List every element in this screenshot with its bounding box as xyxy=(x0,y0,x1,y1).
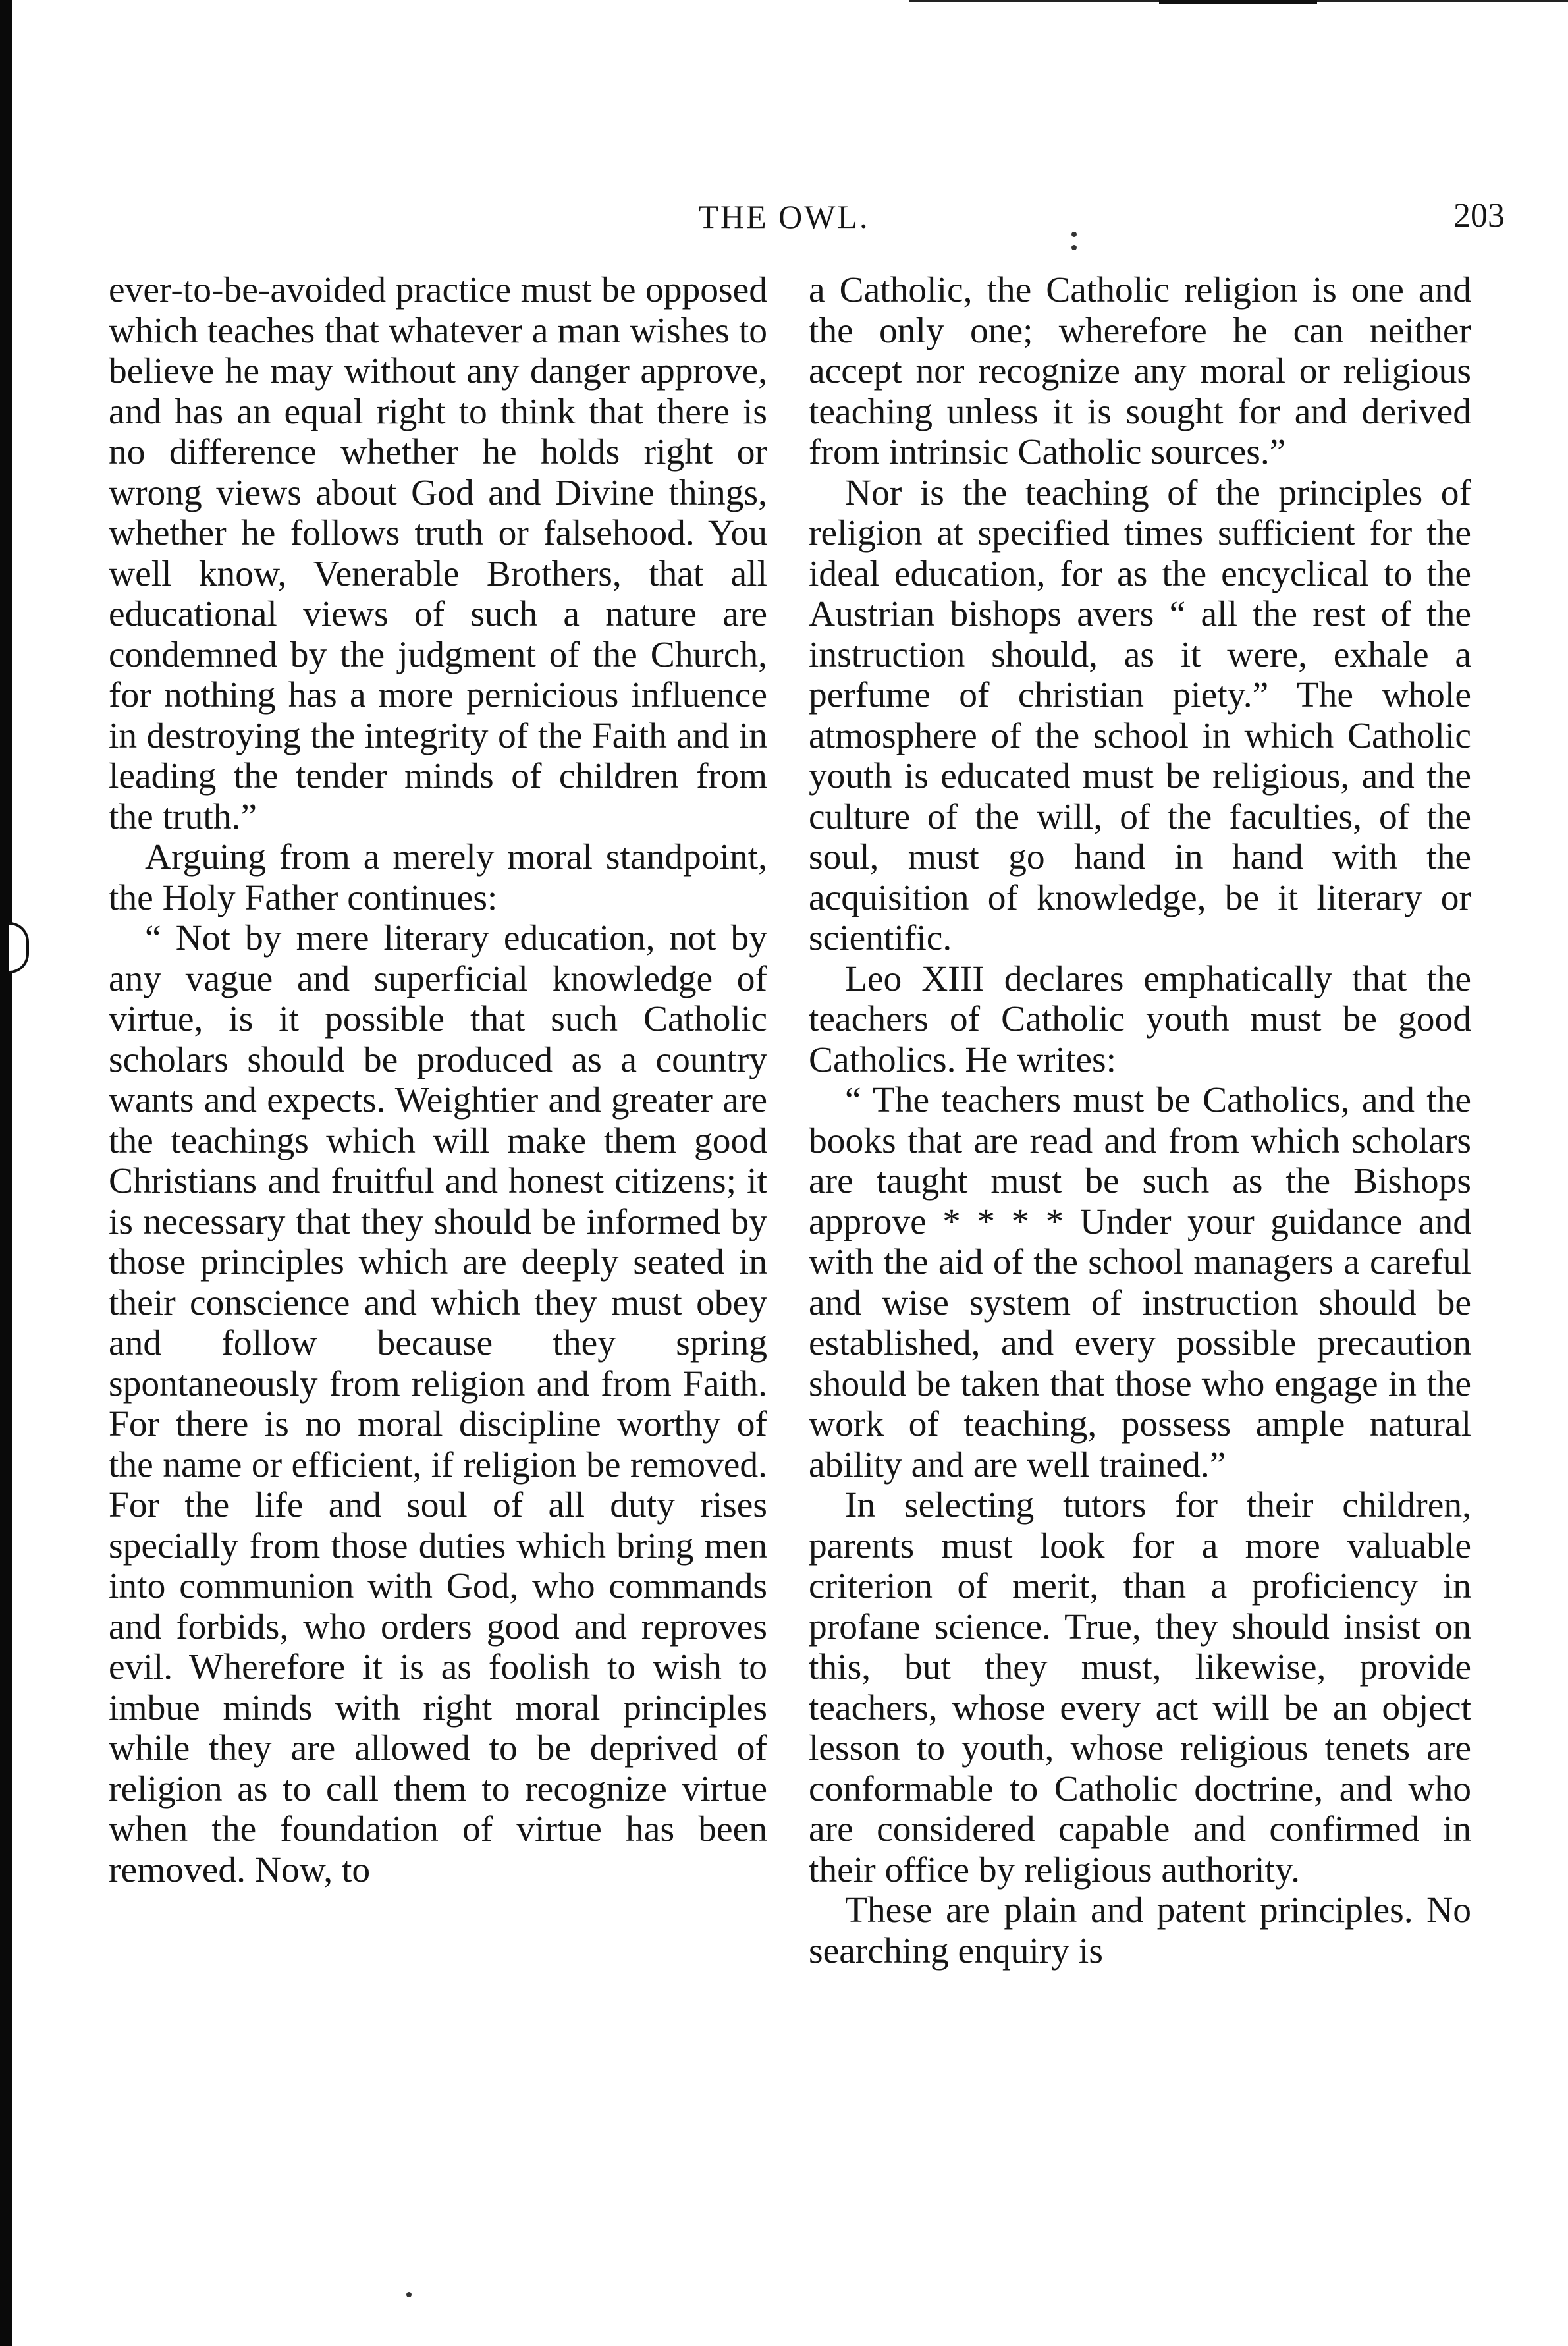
paragraph: a Catholic, the Catholic religion is one and the only one; wherefore he can neither accept nor recognize any moral or religious teaching unless it is sought for and derived from intrinsic Catholic sources.” xyxy=(809,270,1471,472)
paragraph: Arguing from a merely moral standpoint, the Holy Father continues: xyxy=(109,837,767,918)
running-head-title: THE OWL. xyxy=(698,198,870,235)
ink-speck xyxy=(1071,245,1077,250)
book-spine-shadow xyxy=(0,0,12,2346)
paragraph: “ The teachers must be Catholics, and the books that are read and from which scholars are taught must be such as the Bishops approve * * * * Under your guidance and with the aid of the school managers a careful and wise system of instruction should be established, and every possible precaution should be taken that those who engage in the work of teaching, possess ample natural ability and are well trained.” xyxy=(809,1080,1471,1485)
page-number: 203 xyxy=(1453,197,1505,234)
left-column xyxy=(109,270,767,1890)
paragraph: “ Not by mere literary education, not by any vague and superficial knowledge of virtue, is it possible that such Catholic scholars should be produced as a country wants and expects. Weightier and greater are the teachings which will make them good Christians and fruitful and honest citizens; it is necessary that they should be informed by those principles which are deeply seated in their conscience and which they must obey and follow because they spring spontaneously from religion and from Faith. For there is no moral discipline worthy of the name or efficient, if religion be removed. For the life and soul of all duty rises specially from those duties which bring men into communion with God, who commands and forbids, who orders good and reproves evil. Wherefore it is as foolish to wish to imbue minds with right moral principles while they are allowed to be deprived of religion as to call them to recognize virtue when the foundation of virtue has been removed. Now, to xyxy=(109,918,767,1890)
paragraph: In selecting tutors for their children, parents must look for a more valuable criterion of merit, than a proficiency in profane science. True, they should insist on this, but they must, likewise, provide teachers, whose every act will be an object lesson to youth, whose religious tenets are conformable to Catholic doctrine, and who are considered capable and confirmed in their office by religious authority. xyxy=(809,1485,1471,1890)
paragraph: These are plain and patent principles. No searching enquiry is xyxy=(809,1890,1471,1971)
binding-clip xyxy=(9,922,29,973)
top-edge-rule xyxy=(909,0,1568,9)
ink-speck xyxy=(406,2292,412,2297)
paragraph: Leo XIII declares emphatically that the teachers of Catholic youth must be good Catholics. He writes: xyxy=(809,958,1471,1080)
paragraph: Nor is the teaching of the principles of religion at specified times sufficient for the ideal education, for as the encyclical to the Austrian bishops avers “ all the rest of the instruction should, as it were, exhale a perfume of christian piety.” The whole atmosphere of the school in which Catholic youth is educated must be religious, and the culture of the will, of the faculties, of the soul, must go hand in hand with the acquisition of knowledge, be it literary or scientific. xyxy=(809,472,1471,958)
right-column xyxy=(809,270,1471,1971)
ink-speck xyxy=(1071,232,1077,237)
paragraph: ever-to-be-avoided practice must be opposed which teaches that whatever a man wishes to believe he may without any danger approve, and has an equal right to think that there is no difference whether he holds right or wrong views about God and Divine things, whether he follows truth or falsehood. You well know, Venerable Brothers, that all educational views of such a nature are condemned by the judgment of the Church, for nothing has a more pernicious influence in destroying the integrity of the Faith and in leading the tender minds of children from the truth.” xyxy=(109,270,767,837)
